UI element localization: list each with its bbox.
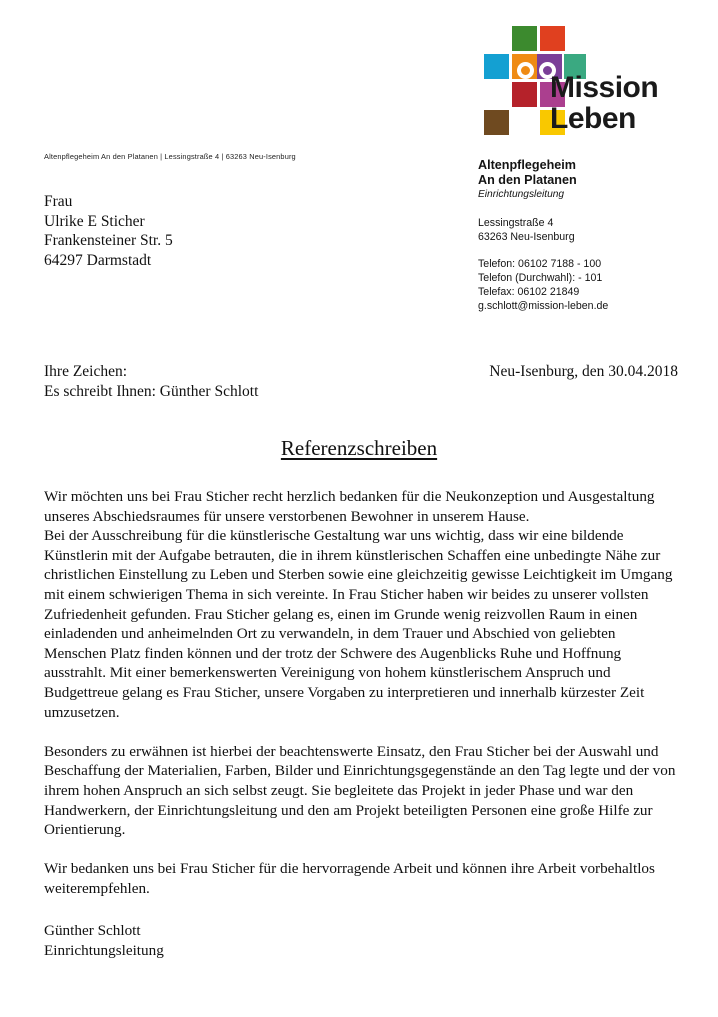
body-paragraph-3: Besonders zu erwähnen ist hierbei der beachtenswerte Einsatz, den Frau Sticher bei der Auswahl und Beschaffung der Materialien, Farben, Bilder und Einrichtungsgegenstände an den Tag legte und der von ihrem hohen Anspruch an sich selbst zeugt. Sie begleitete das Projekt in jeder Phase und war den Handwerkern, der Einrichtungsleitung und den am Projekt beteiligten Personen eine große Hilfe zur Orientierung. (44, 742, 676, 839)
document-title (0, 436, 718, 461)
logo-wordmark-line2: Leben (550, 102, 636, 135)
contact-phone-direct: Telefon (Durchwahl): - 101 (478, 272, 603, 284)
signature-name: Günther Schlott (44, 922, 141, 939)
writer-line: Es schreibt Ihnen: Günther Schlott (44, 382, 259, 400)
logo-ring-orange (517, 62, 534, 79)
place-and-date: Neu-Isenburg, den 30.04.2018 (489, 363, 678, 380)
logo-tile-cyan (484, 54, 509, 79)
contact-city: 63263 Neu-Isenburg (478, 231, 575, 243)
reference-date-row (44, 362, 678, 401)
mission-leben-logo (484, 26, 684, 136)
body-paragraph-1: Wir möchten uns bei Frau Sticher recht herzlich bedanken für die Neukonzeption und Ausgestaltung unseres Abschiedsraumes für unsere verstorbenen Bewohner in unserem Hause. (44, 488, 655, 525)
contact-phone: Telefon: 06102 7188 - 100 (478, 258, 602, 270)
logo-tile-orange (512, 54, 537, 79)
logo-tile-green (512, 26, 537, 51)
contact-org-line1: Altenpflegeheim (478, 158, 576, 172)
logo-tile-red-orange (540, 26, 565, 51)
recipient-name: Ulrike E Sticher (44, 212, 145, 230)
contact-role: Einrichtungsleitung (478, 189, 565, 200)
contact-spacer-2 (478, 244, 608, 257)
letter-body (44, 487, 678, 918)
your-reference-label: Ihre Zeichen: (44, 363, 128, 380)
recipient-salutation: Frau (44, 193, 73, 210)
body-paragraph-2: Bei der Ausschreibung für die künstlerische Gestaltung war uns wichtig, dass wir eine bildende Künstlerin mit der Aufgabe betrauten, die in ihrem künstlerischen Schaffen eine unbedingte Nähe zur christlichen Einstellung zu Leben und Sterben sowie eine gleichzeitig gewisse Leichtigkeit im Umgang mit einem schwierigen Thema in sich vereinte. In Frau Sticher haben wir beides zu unserer vollsten Zufriedenheit gefunden. Frau Sticher gelang es, einen im Grunde wenig reizvollen Raum in einen einladenden und anheimelnden Ort zu verwandeln, in dem Trauer und Abschied von geliebten Menschen Platz finden können und der trotz der Schwere des Augenblicks Ruhe und Hoffnung ausstrahlt. Mit einer bemerkenswerten Vereinigung von hohem künstlerischem Anspruch und Budgettreue gelang es Frau Sticher, unsere Vorgaben zu interpretieren und innerhalb kürzester Zeit umzusetzen. (44, 527, 673, 721)
contact-email[interactable]: g.schlott@mission-leben.de (478, 300, 609, 312)
sender-contact-block (478, 158, 608, 313)
recipient-city: 64297 Darmstadt (44, 251, 152, 269)
reference-line-1 (44, 362, 678, 382)
signature-block (44, 921, 164, 960)
signature-role: Einrichtungsleitung (44, 941, 164, 959)
contact-street: Lessingstraße 4 (478, 217, 554, 229)
document-title-text: Referenzschreiben (280, 436, 438, 460)
logo-wordmark-line1: Mission (550, 71, 659, 104)
contact-spacer-1 (478, 202, 608, 216)
contact-org-line2: An den Platanen (478, 173, 577, 187)
logo-tile-brown (484, 110, 509, 135)
body-paragraph-4: Wir bedanken uns bei Frau Sticher für die hervorragende Arbeit und können ihre Arbeit vorbehaltlos weiterempfehlen. (44, 860, 655, 897)
sender-return-line: Altenpflegeheim An den Platanen | Lessingstraße 4 | 63263 Neu-Isenburg (44, 152, 296, 161)
recipient-street: Frankensteiner Str. 5 (44, 232, 173, 249)
recipient-address-block (44, 192, 173, 270)
logo-wordmark (550, 72, 658, 134)
contact-fax: Telefax: 06102 21849 (478, 286, 580, 298)
logo-tile-dark-red (512, 82, 537, 107)
